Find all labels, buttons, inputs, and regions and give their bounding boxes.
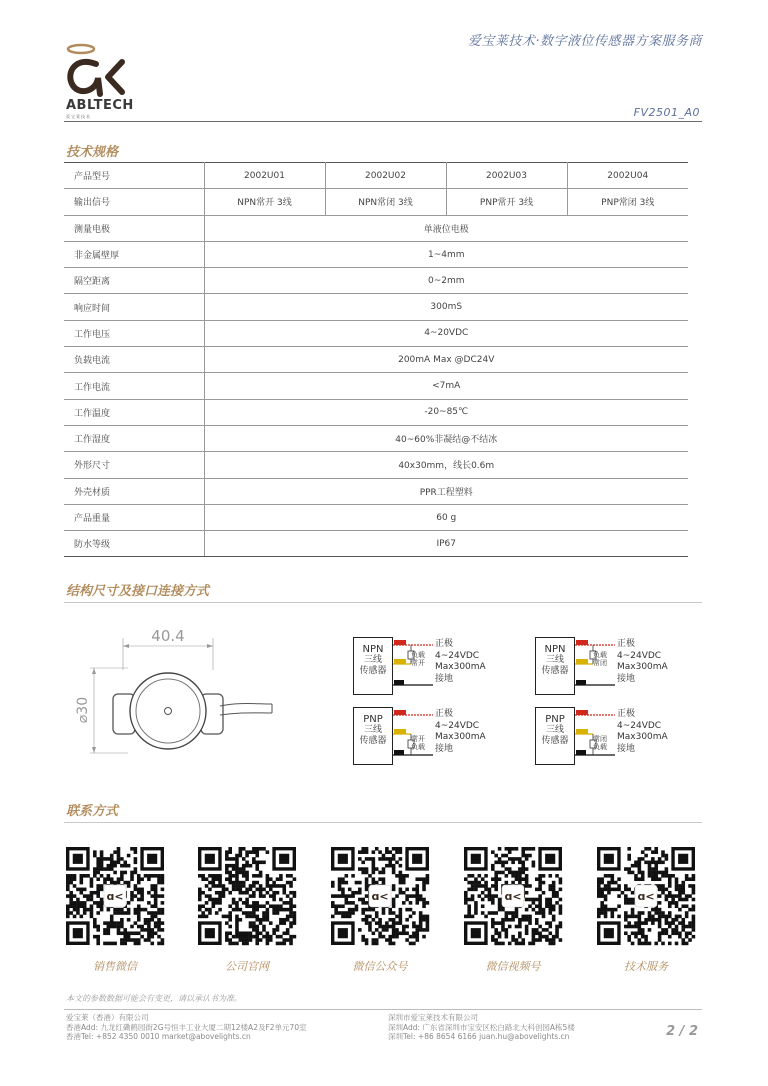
spec-label: 产品重量	[64, 504, 204, 530]
spec-row	[64, 241, 688, 267]
sensor-type: NPN	[544, 644, 566, 655]
svg-text:ɑ<: ɑ<	[371, 890, 389, 903]
footer-sz-contact: 深圳Tel: +86 8654 6166 juan.hu@abovelights.cn	[388, 1032, 570, 1041]
qr-code-icon	[331, 847, 429, 945]
spec-row	[64, 478, 688, 504]
footer-hk-contact: 香港Tel: +852 4350 0010 market@abovelights.cn	[66, 1032, 251, 1041]
qr-code-icon	[464, 847, 562, 945]
switch-label-2: 负载	[593, 743, 607, 751]
spec-label: 工作电压	[64, 320, 204, 346]
spec-value: PPR工程塑料	[204, 478, 688, 504]
spec-row	[64, 215, 688, 241]
sensor-wires: 三线	[363, 725, 382, 735]
wiring-diagram	[535, 637, 685, 699]
qr-label: 微信公众号	[352, 960, 408, 973]
ablt-logo-icon	[64, 42, 144, 100]
svg-text:ɑ<: ɑ<	[637, 890, 655, 903]
wiring-notes	[435, 639, 486, 685]
spec-value: 4~20VDC	[204, 320, 688, 346]
spec-table	[64, 162, 688, 557]
spec-row	[64, 399, 688, 425]
wiring-note: Max300mA	[435, 662, 486, 672]
spec-value: 1~4mm	[204, 241, 688, 267]
structure-section-rule	[64, 602, 702, 603]
qr-label: 公司官网	[225, 960, 269, 973]
wiring-notes	[435, 709, 486, 755]
footer-hk-company: 爱宝莱（香港）有限公司	[66, 1013, 149, 1022]
spec-value: 2002U03	[446, 163, 567, 189]
wiring-note: 4~24VDC	[435, 720, 480, 731]
switch-label-1: 常闭	[593, 735, 607, 743]
spec-row	[64, 320, 688, 346]
sensor-box	[353, 707, 393, 765]
switch-label-1: 负载	[593, 651, 607, 659]
spec-value: <7mA	[204, 373, 688, 399]
wiring-note: 接地	[617, 673, 636, 684]
spec-value: 2002U02	[325, 163, 446, 189]
wiring-note: Max300mA	[435, 732, 486, 742]
spec-section-title: 技术规格	[66, 145, 119, 160]
wiring-note: 接地	[435, 743, 454, 754]
sensor-wires: 三线	[545, 655, 564, 665]
switch-labels	[411, 735, 425, 751]
wiring-diagram	[353, 707, 503, 769]
wiring-note: 正极	[617, 709, 636, 719]
wiring-notes	[617, 639, 668, 685]
switch-label-1: 常开	[411, 735, 425, 743]
company-logo	[64, 42, 144, 122]
spec-value: 200mA Max @DC24V	[204, 347, 688, 373]
switch-labels	[593, 651, 607, 667]
qr-code-icon	[198, 847, 296, 945]
contact-section-rule	[64, 822, 702, 823]
sensor-box	[353, 637, 393, 695]
wiring-note: 正极	[435, 639, 454, 649]
wiring-note: Max300mA	[617, 662, 668, 672]
qr-label: 微信视频号	[485, 960, 541, 973]
spec-row	[64, 452, 688, 478]
spec-label: 外形尺寸	[64, 452, 204, 478]
sensor-type: PNP	[545, 714, 565, 725]
svg-text:ɑ<: ɑ<	[504, 890, 522, 903]
sensor-label: 传感器	[359, 666, 387, 676]
sensor-type: PNP	[363, 714, 383, 725]
sensor-label: 传感器	[541, 666, 569, 676]
svg-text:ɑ<: ɑ<	[106, 890, 124, 903]
spec-value: 40x30mm，线长0.6m	[204, 452, 688, 478]
switch-labels	[411, 651, 425, 667]
wiring-notes	[617, 709, 668, 755]
spec-row	[64, 504, 688, 530]
footer-hk-address: 香港Add: 九龙红磡鹤园街2G号恒丰工业大厦二期12楼A2及F2单元70室	[66, 1022, 307, 1032]
spec-label: 工作温度	[64, 399, 204, 425]
spec-value: 40~60%非凝结@不结冰	[204, 425, 688, 451]
footer-hk-info	[66, 1013, 307, 1042]
wiring-note: Max300mA	[617, 732, 668, 742]
structure-section-title: 结构尺寸及接口连接方式	[66, 584, 210, 599]
page-number: 2 / 2	[666, 1024, 698, 1039]
footer-sz-info	[388, 1013, 575, 1042]
spec-label: 输出信号	[64, 189, 204, 215]
wiring-note: 4~24VDC	[435, 650, 480, 661]
dimension-width-label: 40.4	[151, 627, 185, 645]
spec-value: 300mS	[204, 294, 688, 320]
spec-row	[64, 531, 688, 557]
spec-value: NPN常开 3线	[204, 189, 325, 215]
spec-row	[64, 189, 688, 215]
wiring-note: 4~24VDC	[617, 650, 662, 661]
spec-value: PNP常闭 3线	[567, 189, 688, 215]
wiring-note: 接地	[435, 673, 454, 684]
spec-value: 单液位电极	[204, 215, 688, 241]
spec-row	[64, 163, 688, 189]
spec-row	[64, 373, 688, 399]
spec-label: 隔空距离	[64, 268, 204, 294]
wiring-note: 接地	[617, 743, 636, 754]
header-tagline: 爱宝莱技术·数字液位传感器方案服务商	[467, 34, 702, 49]
sensor-label: 传感器	[541, 736, 569, 746]
brand-subtitle: 爱宝莱技术	[66, 114, 91, 119]
document-number: FV2501_A0	[633, 106, 700, 119]
wiring-lines-icon	[575, 637, 617, 697]
sensor-wires: 三线	[545, 725, 564, 735]
sensor-type: NPN	[362, 644, 384, 655]
spec-row	[64, 347, 688, 373]
sensor-box	[535, 707, 575, 765]
spec-row	[64, 425, 688, 451]
wiring-diagram	[353, 637, 503, 699]
sensor-label: 传感器	[359, 736, 387, 746]
spec-label: 非金属壁厚	[64, 241, 204, 267]
spec-row	[64, 268, 688, 294]
switch-label-2: 常闭	[593, 659, 607, 667]
footer-sz-company: 深圳市爱宝莱技术有限公司	[388, 1013, 478, 1022]
qr-label: 技术服务	[624, 960, 668, 973]
wiring-lines-icon	[393, 637, 435, 697]
spec-label: 产品型号	[64, 163, 204, 189]
spec-value: 0~2mm	[204, 268, 688, 294]
qr-code-icon	[597, 847, 695, 945]
spec-label: 防水等级	[64, 531, 204, 557]
spec-label: 响应时间	[64, 294, 204, 320]
spec-value: PNP常开 3线	[446, 189, 567, 215]
wiring-note: 正极	[435, 709, 454, 719]
wiring-diagram	[535, 707, 685, 769]
sensor-wires: 三线	[363, 655, 382, 665]
spec-value: 60 g	[204, 504, 688, 530]
spec-value: 2002U04	[567, 163, 688, 189]
spec-label: 负载电流	[64, 347, 204, 373]
switch-label-1: 负载	[411, 651, 425, 659]
footer-divider	[64, 1009, 702, 1010]
qr-label: 销售微信	[93, 960, 137, 973]
switch-label-2: 常开	[411, 659, 425, 667]
wiring-note: 4~24VDC	[617, 720, 662, 731]
qr-code-icon	[66, 847, 164, 945]
spec-label: 外壳材质	[64, 478, 204, 504]
spec-label: 工作电流	[64, 373, 204, 399]
spec-label: 工作湿度	[64, 425, 204, 451]
footer-sz-address: 深圳Add: 广东省深圳市宝安区松白路北大科创园A栋5楼	[388, 1022, 575, 1032]
sensor-box	[535, 637, 575, 695]
contact-section-title: 联系方式	[66, 804, 119, 819]
spec-value: -20~85℃	[204, 399, 688, 425]
spec-row	[64, 294, 688, 320]
dimension-height-label: ⌀30	[75, 696, 91, 724]
spec-value: NPN常闭 3线	[325, 189, 446, 215]
switch-label-2: 负载	[411, 743, 425, 751]
spec-value: 2002U01	[204, 163, 325, 189]
header-divider	[64, 121, 702, 122]
disclaimer-note: 本文的参数数据可能会有变更，请以承认书为准。	[66, 994, 242, 1003]
wiring-note: 正极	[617, 639, 636, 649]
brand-name: ABLTECH	[66, 98, 134, 113]
spec-value: IP67	[204, 531, 688, 557]
dimension-drawing	[75, 626, 280, 756]
spec-label: 测量电极	[64, 215, 204, 241]
switch-labels	[593, 735, 607, 751]
